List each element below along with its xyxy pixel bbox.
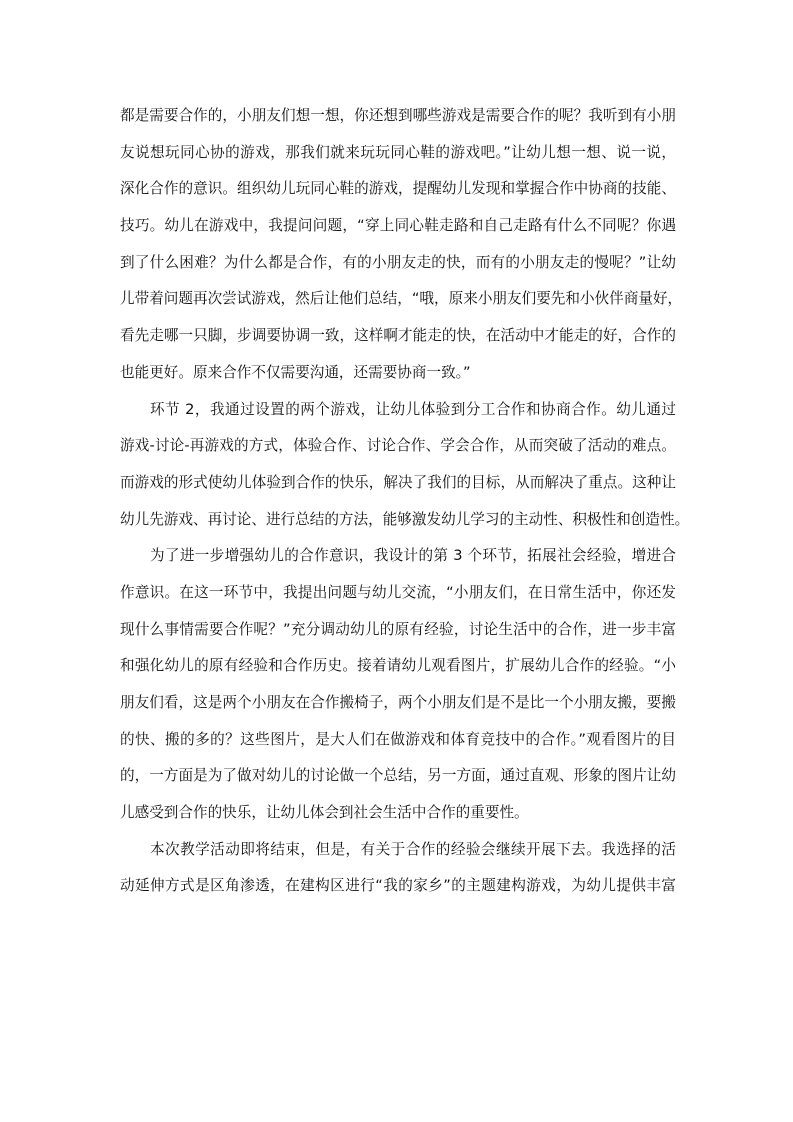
- text-line: 都是需要合作的，小朋友们想一想，你还想到哪些游戏是需要合作的呢？我听到有小朋: [120, 107, 676, 124]
- text-line: 的，一方面是为了做对幼儿的讨论做一个总结，另一方面，通过直观、形象的图片让幼: [120, 767, 676, 785]
- text-line: 看先走哪一只脚，步调要协调一致，这样啊才能走的快，在活动中才能走的好，合作的: [120, 327, 676, 345]
- text-line: 友说想玩同心协的游戏，那我们就来玩玩同心鞋的游戏吧。”让幼儿想一想、说一说，: [120, 143, 676, 161]
- text-line: 本次教学活动即将结束，但是，有关于合作的经验会继续开展下去。我选择的活: [150, 840, 676, 858]
- text-line: 幼儿先游戏、再讨论、进行总结的方法，能够激发幼儿学习的主动性、积极性和创造性。: [120, 510, 690, 528]
- text-line: 技巧。幼儿在游戏中，我提问问题，“穿上同心鞋走路和自己走路有什么不同呢？你遇: [120, 217, 676, 235]
- text-line: 环节 2，我通过设置的两个游戏，让幼儿体验到分工合作和协商合作。幼儿通过: [150, 400, 676, 418]
- text-line: 作意识。在这一环节中，我提出问题与幼儿交流，“小朋友们，在日常生活中，你还发: [120, 583, 676, 601]
- paragraph-2: [120, 392, 690, 539]
- paragraph-3: [120, 538, 676, 832]
- text-line: 和强化幼儿的原有经验和合作历史。接着请幼儿观看图片，扩展幼儿合作的经验。“小: [120, 657, 676, 675]
- paragraph-4: [120, 832, 676, 905]
- text-line: 深化合作的意识。组织幼儿玩同心鞋的游戏，提醒幼儿发现和掌握合作中协商的技能、: [120, 180, 676, 198]
- text-line: 儿感受到合作的快乐，让幼儿体会到社会生活中合作的重要性。: [120, 804, 529, 822]
- paragraph-1: [120, 98, 683, 392]
- document-body: [120, 98, 690, 905]
- text-line: 为了进一步增强幼儿的合作意识，我设计的第 3 个环节，拓展社会经验，增进合: [150, 547, 676, 565]
- text-line: 现什么事情需要合作呢？”充分调动幼儿的原有经验，讨论生活中的合作，进一步丰富: [120, 620, 676, 638]
- text-line: 的快、搬的多的？这些图片，是大人们在做游戏和体育竞技中的合作。”观看图片的目: [120, 730, 676, 748]
- text-line: 动延伸方式是区角渗透，在建构区进行“我的家乡”的主题建构游戏，为幼儿提供丰富: [120, 877, 676, 895]
- text-line: 朋友们看，这是两个小朋友在合作搬椅子，两个小朋友们是不是比一个小朋友搬，要搬: [120, 694, 676, 711]
- text-line: 儿带着问题再次尝试游戏，然后让他们总结，“哦，原来小朋友们要先和小伙伴商量好，: [120, 290, 683, 308]
- text-line: 而游戏的形式使幼儿体验到合作的快乐，解决了我们的目标，从而解决了重点。这种让: [120, 473, 676, 491]
- text-line: 也能更好。原来合作不仅需要沟通，还需要协商一致。”: [120, 363, 471, 381]
- text-line: 到了什么困难？为什么都是合作，有的小朋友走的快，而有的小朋友走的慢呢？”让幼: [120, 253, 676, 271]
- text-line: 游戏-讨论-再游戏的方式，体验合作、讨论合作、学会合作，从而突破了活动的难点。: [120, 437, 676, 455]
